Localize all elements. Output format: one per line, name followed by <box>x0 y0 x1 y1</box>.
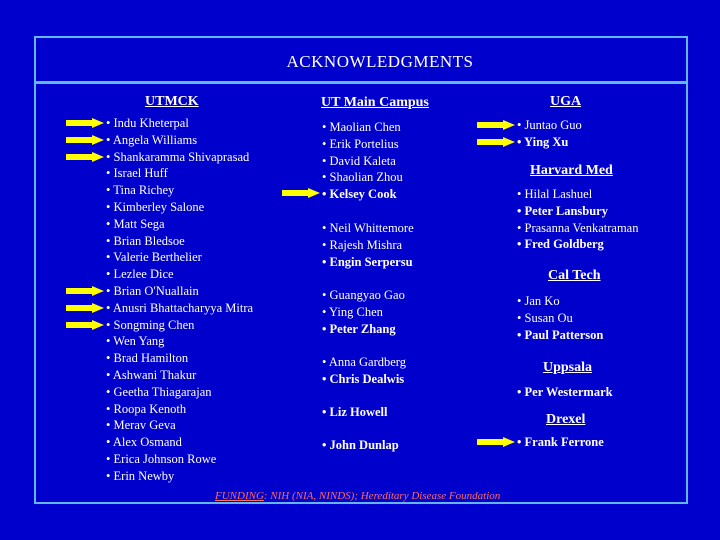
list-item: • Brad Hamilton <box>106 350 253 367</box>
list-item: • Wen Yang <box>106 333 253 350</box>
list-item: • Matt Sega <box>106 216 253 233</box>
list-item: • Chris Dealwis <box>322 371 406 388</box>
list-item: • Erin Newby <box>106 468 253 485</box>
list-ut-main-group-2 <box>322 220 414 270</box>
list-item: • Israel Huff <box>106 165 253 182</box>
list-item: • Frank Ferrone <box>517 434 604 451</box>
list-utmck <box>106 115 253 485</box>
funding-note <box>215 490 500 502</box>
list-item: • Tina Richey <box>106 182 253 199</box>
list-item: • Indu Kheterpal <box>106 115 253 132</box>
list-item: • Fred Goldberg <box>517 236 638 253</box>
list-harvard-med <box>517 186 638 253</box>
list-item: • Paul Patterson <box>517 327 603 344</box>
list-item: • Valerie Berthelier <box>106 249 253 266</box>
list-item: • Songming Chen <box>106 317 253 334</box>
list-item: • Brian Bledsoe <box>106 233 253 250</box>
list-item: • Neil Whittemore <box>322 220 414 237</box>
list-item: • Jan Ko <box>517 293 603 310</box>
arrow-right-icon <box>477 137 515 147</box>
list-item: • Anusri Bhattacharyya Mitra <box>106 300 253 317</box>
list-item: • Ying Xu <box>517 134 582 151</box>
arrow-right-icon <box>66 303 104 313</box>
list-item: • David Kaleta <box>322 153 403 170</box>
list-item: • Roopa Kenoth <box>106 401 253 418</box>
list-item: • Guangyao Gao <box>322 287 405 304</box>
list-item: • Peter Zhang <box>322 321 405 338</box>
list-item: • Liz Howell <box>322 404 388 421</box>
list-item: • Per Westermark <box>517 384 613 401</box>
arrow-right-icon <box>282 188 320 198</box>
list-item: • Merav Geva <box>106 417 253 434</box>
list-ut-main-group-6 <box>322 437 399 454</box>
list-item: • Prasanna Venkatraman <box>517 220 638 237</box>
arrow-right-icon <box>477 437 515 447</box>
slide-title: ACKNOWLEDGMENTS <box>286 52 474 71</box>
list-item: • Anna Gardberg <box>322 354 406 371</box>
list-item: • Peter Lansbury <box>517 203 638 220</box>
list-item: • Brian O'Nuallain <box>106 283 253 300</box>
list-drexel <box>517 434 604 451</box>
heading-drexel: Drexel <box>546 412 586 427</box>
list-ut-main-group-5 <box>322 404 388 421</box>
list-item: • Ashwani Thakur <box>106 367 253 384</box>
heading-uga: UGA <box>550 94 582 109</box>
list-item: • Lezlee Dice <box>106 266 253 283</box>
list-item: • Alex Osmand <box>106 434 253 451</box>
list-uppsala <box>517 384 613 401</box>
list-item: • Juntao Guo <box>517 117 582 134</box>
list-item: • Erica Johnson Rowe <box>106 451 253 468</box>
funding-label: FUNDING <box>215 490 264 502</box>
list-item: • Susan Ou <box>517 310 603 327</box>
list-item: • Kimberley Salone <box>106 199 253 216</box>
arrow-right-icon <box>477 120 515 130</box>
list-ut-main-group-3 <box>322 287 405 337</box>
arrow-right-icon <box>66 118 104 128</box>
list-item: • Engin Serpersu <box>322 254 414 271</box>
heading-ut-main-campus: UT Main Campus <box>321 95 429 110</box>
list-ut-main-group-1 <box>322 119 403 203</box>
heading-cal-tech: Cal Tech <box>548 268 601 283</box>
list-uga <box>517 117 582 151</box>
list-cal-tech <box>517 293 603 343</box>
arrow-right-icon <box>66 286 104 296</box>
list-item: • Geetha Thiagarajan <box>106 384 253 401</box>
funding-text: : NIH (NIA, NINDS); Hereditary Disease Foundation <box>263 490 501 502</box>
arrow-right-icon <box>66 320 104 330</box>
title-rule <box>36 81 686 84</box>
heading-harvard-med: Harvard Med <box>530 163 613 178</box>
heading-utmck: UTMCK <box>145 94 199 109</box>
list-item: • Rajesh Mishra <box>322 237 414 254</box>
list-item: • Shaolian Zhou <box>322 169 403 186</box>
arrow-right-icon <box>66 135 104 145</box>
list-item: • Erik Portelius <box>322 136 403 153</box>
list-item: • Ying Chen <box>322 304 405 321</box>
list-item: • Shankaramma Shivaprasad <box>106 149 253 166</box>
list-item: • Maolian Chen <box>322 119 403 136</box>
list-item: • Angela Williams <box>106 132 253 149</box>
list-item: • Hilal Lashuel <box>517 186 638 203</box>
list-item: • Kelsey Cook <box>322 186 403 203</box>
list-item: • John Dunlap <box>322 437 399 454</box>
list-ut-main-group-4 <box>322 354 406 388</box>
heading-uppsala: Uppsala <box>543 360 593 375</box>
arrow-right-icon <box>66 152 104 162</box>
